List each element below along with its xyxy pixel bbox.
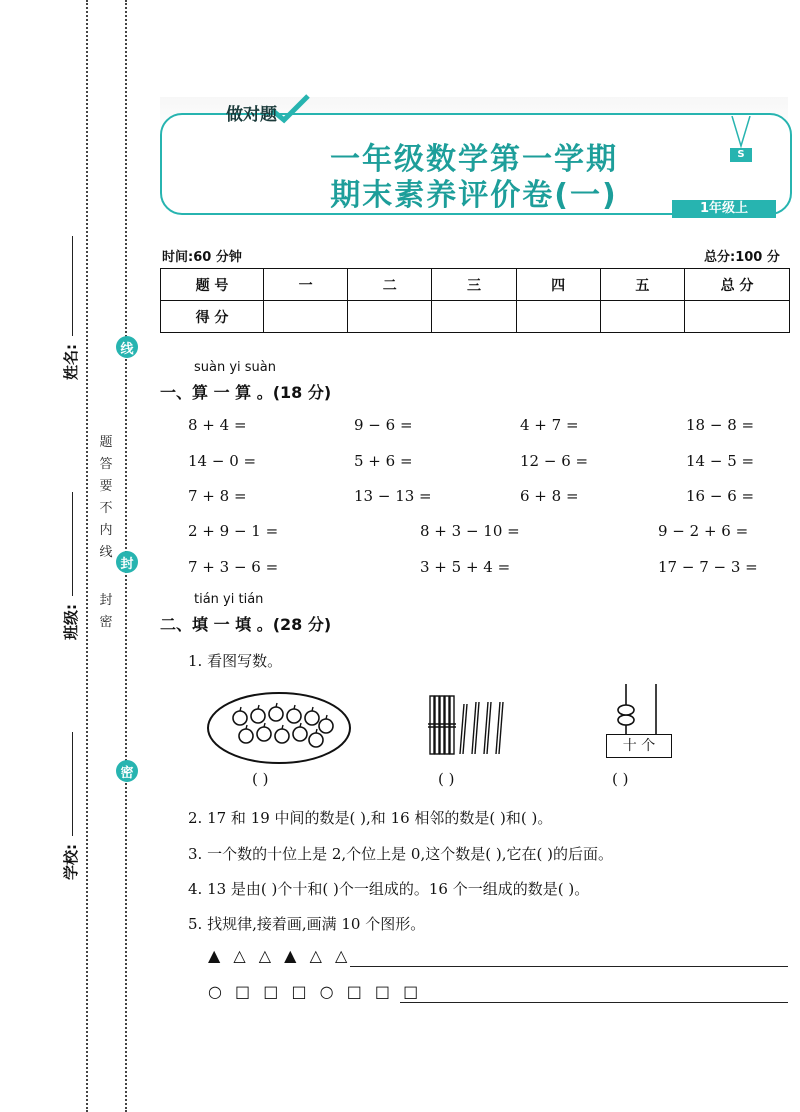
- question-3: 3. 一个数的十位上是 2,个位上是 0,这个数是( ),它在( )的后面。: [188, 845, 613, 863]
- header-cell: 二: [348, 269, 432, 301]
- equation: 13 − 13 =: [354, 487, 432, 505]
- score-table-header-row: [161, 269, 790, 301]
- equation: 14 − 0 =: [188, 452, 257, 470]
- margin-dotted-line-left: [86, 0, 88, 1112]
- equation: 5 + 6 =: [354, 452, 413, 470]
- score-cell[interactable]: [432, 301, 516, 333]
- equation: 9 − 6 =: [354, 416, 413, 434]
- header-cell: 三: [432, 269, 516, 301]
- header-cell: 四: [516, 269, 600, 301]
- equation: 9 − 2 + 6 =: [658, 522, 749, 540]
- hanging-ornament-icon: [726, 116, 756, 150]
- header-cell: 题 号: [161, 269, 264, 301]
- name-field[interactable]: [72, 236, 73, 336]
- s-badge: S: [730, 148, 752, 162]
- section1-pinyin: suàn yi suàn: [194, 360, 277, 375]
- margin-note: 题 答 要 不 内 线 封 密: [99, 435, 113, 630]
- time-info: 时间:60 分钟: [162, 250, 242, 265]
- equation: 8 + 4 =: [188, 416, 247, 434]
- equation: 7 + 3 − 6 =: [188, 558, 279, 576]
- score-cell[interactable]: [516, 301, 600, 333]
- row-label: 得 分: [161, 301, 264, 333]
- section1-title: 一、算 一 算 。(18 分): [160, 383, 332, 402]
- equation: 3 + 5 + 4 =: [420, 558, 511, 576]
- section2-title: 二、填 一 填 。(28 分): [160, 615, 332, 634]
- title-line-2: 期末素养评价卷(一): [330, 178, 618, 213]
- school-label: 学校:: [62, 844, 80, 880]
- header-tag: 做对题: [226, 105, 277, 125]
- apples-plate-image: [206, 690, 352, 766]
- equation: 18 − 8 =: [686, 416, 755, 434]
- score-cell[interactable]: [264, 301, 348, 333]
- abacus-label-box: 十 个: [606, 734, 672, 758]
- equation: 2 + 9 − 1 =: [188, 522, 279, 540]
- class-label: 班级:: [62, 604, 80, 640]
- equation: 14 − 5 =: [686, 452, 755, 470]
- equation: 17 − 7 − 3 =: [658, 558, 758, 576]
- score-table-score-row: [161, 301, 790, 333]
- equation: 16 − 6 =: [686, 487, 755, 505]
- equation: 7 + 8 =: [188, 487, 247, 505]
- school-field[interactable]: [72, 732, 73, 836]
- header-cell: 五: [600, 269, 684, 301]
- seal-seal-icon: 封: [116, 551, 138, 573]
- section2-pinyin: tián yi tián: [194, 592, 264, 607]
- question-1: 1. 看图写数。: [188, 652, 283, 670]
- equation: 8 + 3 − 10 =: [420, 522, 520, 540]
- question-4: 4. 13 是由( )个十和( )个一组成的。16 个一组成的数是( )。: [188, 880, 590, 898]
- class-field[interactable]: [72, 492, 73, 596]
- title-line-1: 一年级数学第一学期: [330, 142, 618, 177]
- grade-label: 1年级上: [672, 200, 776, 218]
- total-info: 总分:100 分: [704, 250, 780, 265]
- equation: 6 + 8 =: [520, 487, 579, 505]
- header-cell: 总 分: [685, 269, 790, 301]
- score-cell[interactable]: [348, 301, 432, 333]
- answer-blank-abacus[interactable]: ( ): [612, 770, 629, 788]
- question-2: 2. 17 和 19 中间的数是( ),和 16 相邻的数是( )和( )。: [188, 809, 553, 827]
- answer-blank-sticks[interactable]: ( ): [438, 770, 455, 788]
- equation: 4 + 7 =: [520, 416, 579, 434]
- pattern-1-answer-line[interactable]: [350, 966, 788, 967]
- abacus-image: [604, 682, 676, 742]
- seal-line-icon: 线: [116, 336, 138, 358]
- score-cell[interactable]: [685, 301, 790, 333]
- name-label: 姓名:: [62, 344, 80, 380]
- pattern-shapes: ○ □ □ □ ○ □ □ □: [208, 982, 423, 1001]
- header-cell: 一: [264, 269, 348, 301]
- pattern-triangles: ▲ △ △ ▲ △ △: [208, 946, 352, 965]
- answer-blank-apples[interactable]: ( ): [252, 770, 269, 788]
- question-5: 5. 找规律,接着画,画满 10 个图形。: [188, 915, 426, 933]
- score-table: [160, 268, 790, 333]
- score-cell[interactable]: [600, 301, 684, 333]
- seal-secret-icon: 密: [116, 760, 138, 782]
- pattern-2-answer-line[interactable]: [400, 1002, 788, 1003]
- sticks-bundle-image: [426, 690, 506, 760]
- equation: 12 − 6 =: [520, 452, 589, 470]
